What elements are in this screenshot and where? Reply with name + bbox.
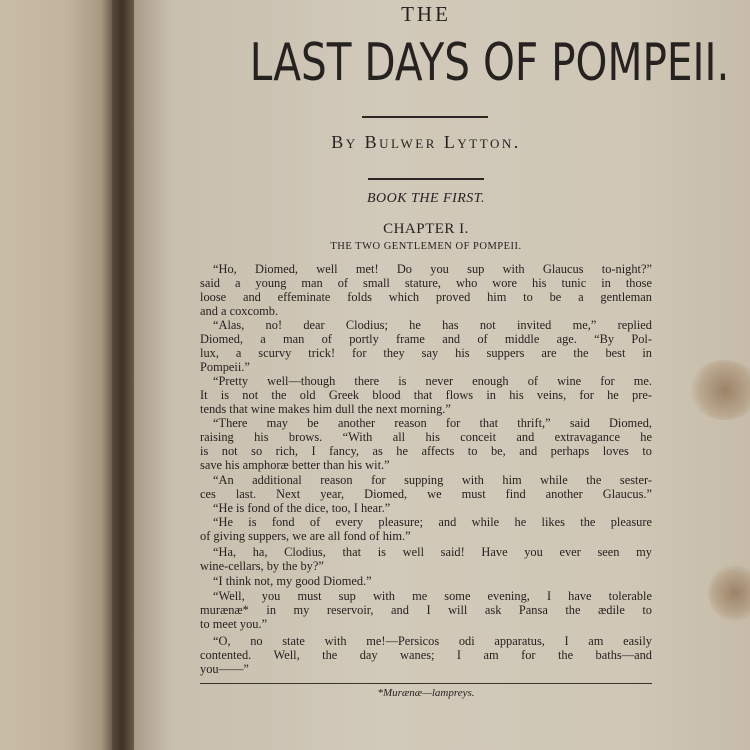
text-line: raising his brows. “With all his conceit and extravagance he (200, 430, 652, 444)
stain-mark (708, 565, 750, 621)
text-line: “Ho, Diomed, well met! Do you sup with Glaucus to-night?” (213, 262, 652, 276)
text-line: “I think not, my good Diomed.” (213, 574, 372, 588)
text-line: Diomed, a man of portly frame and of middle age. “By Pol- (200, 332, 652, 346)
stain-mark (690, 360, 750, 420)
left-page (0, 0, 112, 750)
text-line: save his amphoræ better than his wit.” (200, 458, 390, 472)
title-rule (362, 116, 488, 118)
text-line: “He is fond of every pleasure; and while he likes the pleasure (213, 515, 652, 529)
text-line: said a young man of small stature, who wore his tunic in those (200, 276, 652, 290)
text-line: tends that wine makes him dull the next morning.” (200, 402, 451, 416)
text-line: to meet you.” (200, 617, 268, 631)
text-line: “Alas, no! dear Clodius; he has not invited me,” replied (213, 318, 652, 332)
text-line: “He is fond of the dice, too, I hear.” (213, 501, 391, 515)
text-line: “Well, you must sup with me some evening, I have tolerable (213, 589, 652, 603)
author-line: By Bulwer Lytton. (331, 132, 521, 152)
text-line: of giving suppers, we are all fond of him.” (200, 529, 411, 543)
text-line: murænæ* in my reservoir, and I will ask Pansa the ædile to (200, 603, 652, 617)
text-line: “There may be another reason for that thrift,” said Diomed, (213, 416, 652, 430)
book-heading: BOOK THE FIRST. (366, 191, 486, 206)
text-line: “Pretty well—though there is never enough of wine for me. (213, 374, 652, 388)
text-line: “O, no state with me!—Persicos odi apparatus, I am easily (213, 634, 652, 648)
text-line: “An additional reason for supping with him while the sester- (213, 473, 652, 487)
title-the: THE (401, 2, 451, 26)
text-line: “Ha, ha, Clodius, that is well said! Have you ever seen my (213, 545, 652, 559)
page-title: LAST DAYS OF POMPEII. (249, 33, 730, 93)
chapter-title: THE TWO GENTLEMEN OF POMPEII. (330, 241, 522, 252)
text-line: Pompeii.” (200, 360, 250, 374)
text-line: is not so rich, I fancy, as he affects to be, and perhaps loves to (200, 444, 652, 458)
text-line: ces last. Next year, Diomed, we must find another Glaucus.” (200, 487, 652, 501)
footnote: *Murænæ—lampreys. (377, 687, 475, 699)
footnote-rule (200, 683, 652, 684)
author-rule (368, 178, 484, 180)
text-line: It is not the old Greek blood that flows in his veins, for he pre- (200, 388, 652, 402)
text-line: you——” (200, 662, 249, 676)
text-line: wine-cellars, by the by?” (200, 559, 324, 573)
text-line: lux, a scurvy trick! for they say his suppers are the best in (200, 346, 652, 360)
book-gutter (112, 0, 134, 750)
text-line: loose and effeminate folds which proved him to be a gentleman (200, 290, 652, 304)
chapter-heading: CHAPTER I. (383, 221, 469, 237)
text-line: and a coxcomb. (200, 304, 279, 318)
text-line: contented. Well, the day wanes; I am for the baths—and (200, 648, 652, 662)
